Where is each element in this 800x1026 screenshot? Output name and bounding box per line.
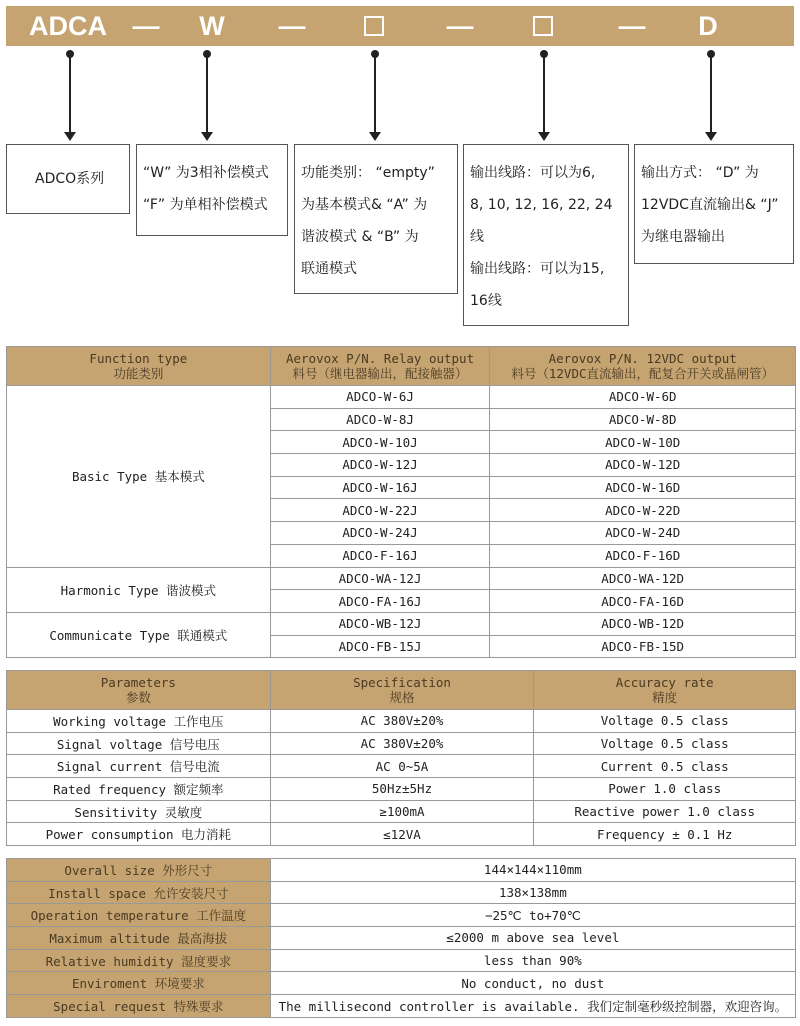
connector-arrow [201, 132, 213, 141]
relay-part: ADCO-W-16J [270, 476, 490, 499]
output-mode-box [634, 144, 794, 264]
connector-arrow [369, 132, 381, 141]
table-row [7, 778, 796, 801]
function-line: 功能类别： “empty” [301, 165, 435, 181]
lines-line: 线 [470, 229, 484, 245]
group-label: Harmonic Type 谐波模式 [7, 567, 271, 612]
code-d: D [698, 11, 718, 41]
spec-name: Operation temperature 工作温度 [7, 904, 271, 927]
connector-line [374, 54, 376, 132]
spec-value: 138×138mm [270, 881, 795, 904]
param-name: Signal current 信号电流 [7, 755, 271, 778]
lines-line: 16线 [470, 293, 502, 309]
code-w: W [199, 11, 225, 41]
param-accuracy: Voltage 0.5 class [534, 710, 796, 733]
function-line: 联通模式 [301, 261, 357, 277]
group-label: Communicate Type 联通模式 [7, 612, 271, 657]
param-name: Power consumption 电力消耗 [7, 823, 271, 846]
output-lines-box [463, 144, 629, 326]
relay-part: ADCO-W-12J [270, 454, 490, 477]
relay-part: ADCO-WB-12J [270, 612, 490, 635]
code-dash-4: — [618, 11, 646, 41]
param-accuracy: Power 1.0 class [534, 778, 796, 801]
param-name: Working voltage 工作电压 [7, 710, 271, 733]
wf-line: “W” 为3相补偿模式 [143, 165, 269, 181]
wf-line: “F” 为单相补偿模式 [143, 197, 268, 213]
param-name: Sensitivity 灵敏度 [7, 800, 271, 823]
group-label: Basic Type 基本模式 [7, 386, 271, 568]
param-spec: AC 380V±20% [270, 732, 534, 755]
code-dash-3: — [446, 11, 474, 41]
dc-part: ADCO-W-22D [490, 499, 796, 522]
header-cell: Accuracy rate 精度 [534, 671, 796, 710]
code-placeholder-box-2 [533, 16, 553, 36]
relay-part: ADCO-W-10J [270, 431, 490, 454]
spec-value: The millisecond controller is available. 我们定制毫秒级控制器，欢迎咨询。 [270, 995, 795, 1018]
param-accuracy: Reactive power 1.0 class [534, 800, 796, 823]
dc-part: ADCO-F-16D [490, 544, 796, 567]
function-line: 谐波模式 & “B” 为 [301, 229, 419, 245]
spec-name: Maximum altitude 最高海拔 [7, 927, 271, 950]
relay-part: ADCO-FB-15J [270, 635, 490, 658]
output-line: 为继电器输出 [641, 229, 725, 245]
param-spec: ≥100mA [270, 800, 534, 823]
connector-line [710, 54, 712, 132]
param-accuracy: Voltage 0.5 class [534, 732, 796, 755]
dc-part: ADCO-WA-12D [490, 567, 796, 590]
output-line: 12VDC直流输出& “J” [641, 197, 779, 213]
spec-name: Special request 特殊要求 [7, 995, 271, 1018]
spec-table [6, 858, 796, 1018]
model-table-header [7, 347, 796, 386]
table-row [7, 859, 796, 882]
lines-line: 输出线路：可以为15, [470, 261, 605, 277]
relay-part: ADCO-W-8J [270, 408, 490, 431]
lines-line: 输出线路：可以为6, [470, 165, 596, 181]
table-row [7, 755, 796, 778]
spec-value: −25℃ to+70℃ [270, 904, 795, 927]
connector-arrow [64, 132, 76, 141]
function-box [294, 144, 458, 294]
dc-part: ADCO-W-24D [490, 522, 796, 545]
param-spec: 50Hz±5Hz [270, 778, 534, 801]
spec-value: less than 90% [270, 949, 795, 972]
function-line: 为基本模式& “A” 为 [301, 197, 428, 213]
connector-arrow [705, 132, 717, 141]
dc-part: ADCO-W-16D [490, 476, 796, 499]
connector-line [206, 54, 208, 132]
relay-part: ADCO-W-24J [270, 522, 490, 545]
lines-line: 8, 10, 12, 16, 22, 24 [470, 197, 613, 213]
dc-part: ADCO-FB-15D [490, 635, 796, 658]
code-placeholder-box-1 [364, 16, 384, 36]
connector-line [543, 54, 545, 132]
series-text: ADCO系列 [35, 171, 105, 187]
spec-name: Install space 允许安装尺寸 [7, 881, 271, 904]
model-table [6, 346, 796, 658]
series-box [6, 144, 130, 214]
relay-part: ADCO-F-16J [270, 544, 490, 567]
spec-value: No conduct, no dust [270, 972, 795, 995]
header-cell: Parameters 参数 [7, 671, 271, 710]
header-cell: Function type 功能类别 [7, 347, 271, 386]
table-row [7, 800, 796, 823]
spec-name: Overall size 外形尺寸 [7, 859, 271, 882]
param-name: Rated frequency 额定频率 [7, 778, 271, 801]
code-dash-2: — [278, 11, 306, 41]
spec-name: Relative humidity 湿度要求 [7, 949, 271, 972]
dc-part: ADCO-W-10D [490, 431, 796, 454]
relay-part: ADCO-W-6J [270, 386, 490, 409]
table-row [7, 904, 796, 927]
params-table [6, 670, 796, 846]
param-accuracy: Current 0.5 class [534, 755, 796, 778]
table-row [7, 995, 796, 1018]
table-row [7, 881, 796, 904]
table-row [7, 823, 796, 846]
header-cell: Specification 规格 [270, 671, 534, 710]
table-row [7, 927, 796, 950]
header-cell: Aerovox P/N. 12VDC output 料号（12VDC直流输出，配复合开关或晶闸管） [490, 347, 796, 386]
param-spec: AC 380V±20% [270, 710, 534, 733]
table-row [7, 567, 796, 590]
connector-line [69, 54, 71, 132]
table-row [7, 612, 796, 635]
code-dash-1: — [132, 11, 160, 41]
table-row [7, 386, 796, 409]
wf-mode-box [136, 144, 288, 236]
dc-part: ADCO-W-12D [490, 454, 796, 477]
header-cell: Aerovox P/N. Relay output 料号（继电器输出，配接触器） [270, 347, 490, 386]
spec-value: 144×144×110mm [270, 859, 795, 882]
dc-part: ADCO-W-6D [490, 386, 796, 409]
param-accuracy: Frequency ± 0.1 Hz [534, 823, 796, 846]
relay-part: ADCO-W-22J [270, 499, 490, 522]
table-row [7, 949, 796, 972]
relay-part: ADCO-WA-12J [270, 567, 490, 590]
dc-part: ADCO-W-8D [490, 408, 796, 431]
table-row [7, 972, 796, 995]
params-table-header [7, 671, 796, 710]
spec-name: Enviroment 环境要求 [7, 972, 271, 995]
relay-part: ADCO-FA-16J [270, 590, 490, 613]
dc-part: ADCO-FA-16D [490, 590, 796, 613]
param-spec: ≤12VA [270, 823, 534, 846]
model-code-banner [6, 6, 794, 46]
param-name: Signal voltage 信号电压 [7, 732, 271, 755]
spec-value: ≤2000 m above sea level [270, 927, 795, 950]
code-prefix: ADCA [29, 11, 107, 41]
connector-arrow [538, 132, 550, 141]
param-spec: AC 0~5A [270, 755, 534, 778]
table-row [7, 732, 796, 755]
table-row [7, 710, 796, 733]
output-line: 输出方式： “D” 为 [641, 165, 759, 181]
dc-part: ADCO-WB-12D [490, 612, 796, 635]
